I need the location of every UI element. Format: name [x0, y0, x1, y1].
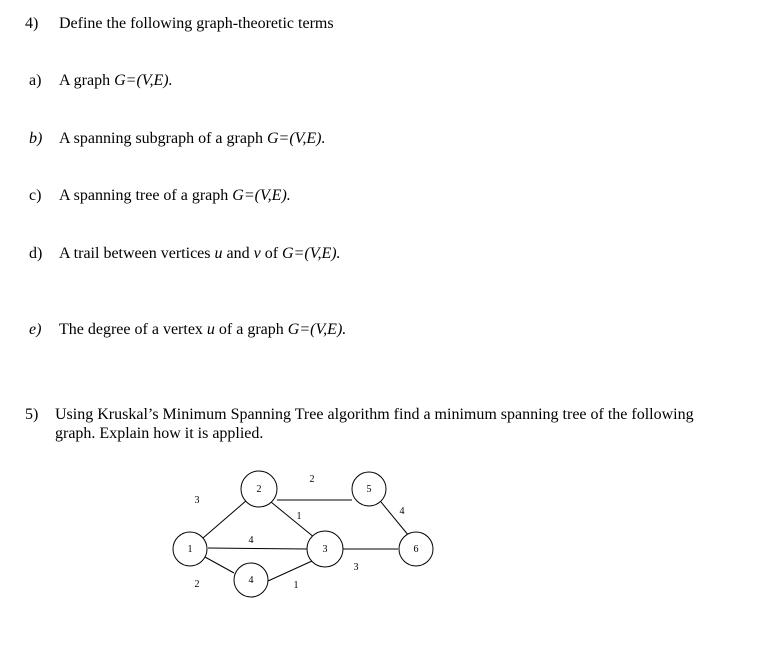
node-label-5: 5: [366, 484, 372, 495]
item-d-words-c: of: [260, 245, 283, 262]
item-a-math: G=(V,E).: [114, 72, 173, 89]
item-d-v: v: [253, 245, 261, 262]
edge-4-3: [268, 561, 312, 581]
node-label-2: 2: [256, 484, 262, 495]
graph-edges: [203, 500, 409, 581]
item-e-words-a: The degree of a vertex: [59, 321, 207, 338]
edge-5-6: [381, 502, 409, 536]
item-c-label: c): [29, 187, 42, 204]
item-e-u: u: [206, 321, 215, 338]
item-d-math: G=(V,E).: [282, 245, 341, 262]
item-c-math: G=(V,E).: [232, 187, 291, 204]
q5-line1: Using Kruskal’s Minimum Spanning Tree algorithm find a minimum spanning tree of the following: [55, 406, 694, 423]
item-a-label: a): [29, 72, 42, 89]
weight-1-4: 2: [194, 579, 200, 590]
q5-line2: graph. Explain how it is applied.: [55, 425, 264, 442]
weight-3-6: 3: [353, 562, 359, 573]
weight-4-3: 1: [293, 580, 299, 591]
item-d-words-a: A trail between vertices: [59, 245, 215, 262]
node-label-1: 1: [187, 544, 193, 555]
item-e-label: e): [29, 321, 42, 338]
q4-number: 4): [25, 15, 39, 32]
weight-1-3: 4: [248, 535, 254, 546]
item-b-math: G=(V,E).: [266, 130, 326, 147]
q4-title: Define the following graph-theoretic terms: [59, 15, 334, 32]
item-e-math: G=(V,E).: [287, 321, 347, 338]
item-b-words: A spanning subgraph of a graph: [59, 130, 267, 147]
weight-5-6: 4: [399, 506, 405, 517]
item-e-words-b: of a graph: [214, 321, 288, 338]
item-d-u: u: [214, 245, 223, 262]
q5-number: 5): [25, 406, 39, 423]
edge-1-3: [208, 548, 307, 549]
graph-nodes: [173, 471, 433, 597]
edge-1-2: [203, 500, 247, 538]
node-label-3: 3: [322, 544, 328, 555]
node-label-4: 4: [248, 575, 254, 586]
item-d-words-b: and: [222, 245, 254, 262]
item-b-label: b): [29, 130, 43, 147]
node-label-6: 6: [413, 544, 419, 555]
weight-2-3: 1: [296, 511, 302, 522]
edge-2-3: [271, 502, 315, 538]
weight-2-5: 2: [309, 474, 315, 485]
edge-1-4: [205, 557, 234, 573]
node-labels: [188, 484, 419, 586]
item-c-words: A spanning tree of a graph: [59, 187, 233, 204]
item-d-label: d): [29, 245, 43, 262]
item-a-words: A graph: [59, 72, 115, 89]
weight-1-2: 3: [194, 495, 200, 506]
